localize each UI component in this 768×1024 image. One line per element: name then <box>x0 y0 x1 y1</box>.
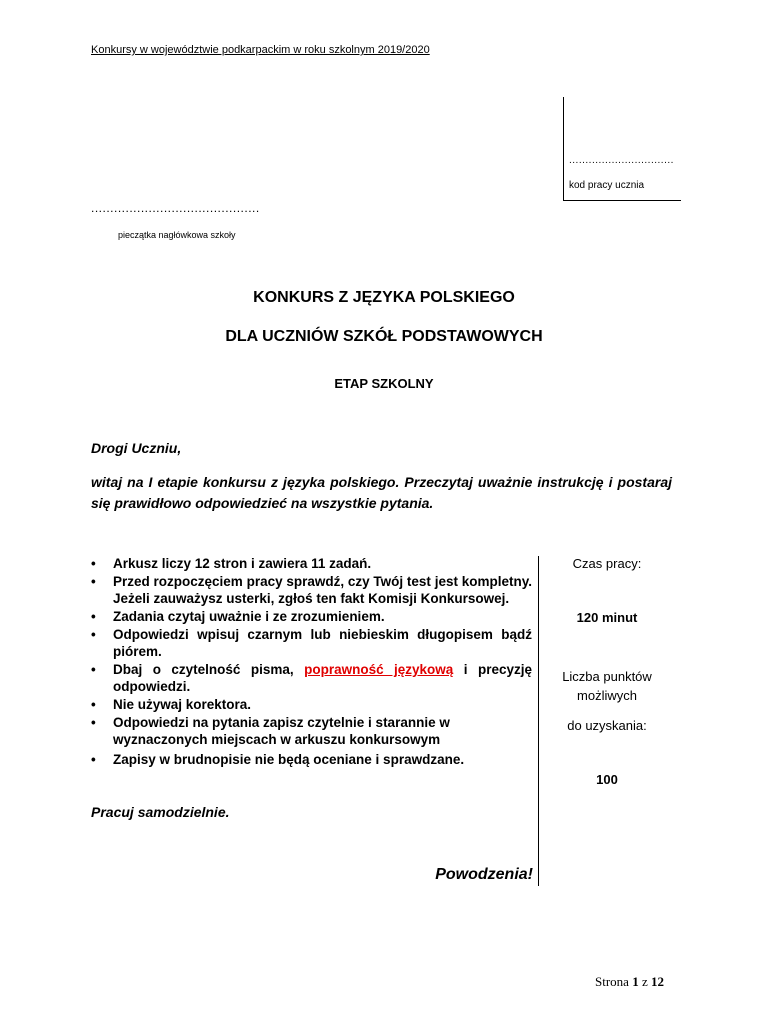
list-item <box>91 696 532 713</box>
rule-text: Arkusz liczy 12 stron i zawiera 11 zadań. <box>113 556 372 571</box>
points-label-2: możliwych <box>577 688 637 703</box>
list-item <box>91 555 532 572</box>
points-value: 100 <box>596 772 618 787</box>
rule-text: Odpowiedzi na pytania zapisz czytelnie i starannie w wyznaczonych miejscach w arkuszu konkursowym <box>113 715 450 747</box>
student-code-label: kod pracy ucznia <box>569 180 645 191</box>
rule-highlight: poprawność językową <box>304 662 454 677</box>
current-page: 1 <box>632 974 639 989</box>
list-item <box>91 714 532 748</box>
points-label-3: do uzyskania: <box>567 718 647 733</box>
list-item <box>91 608 532 625</box>
work-alone-note: Pracuj samodzielnie. <box>91 804 230 820</box>
page-prefix: Strona <box>595 974 633 989</box>
school-stamp-field: ............................................ <box>91 201 260 215</box>
bullet-icon: • <box>91 697 96 712</box>
bullet-icon: • <box>91 627 96 642</box>
rule-text: Dbaj o czytelność pisma, <box>113 662 305 677</box>
total-pages: 12 <box>650 974 664 989</box>
bullet-icon: • <box>91 574 96 589</box>
greeting: Drogi Uczniu, <box>91 440 182 456</box>
bullet-icon: • <box>91 662 96 677</box>
rule-text: Przed rozpoczęciem pracy sprawdź, czy Twój test jest kompletny. Jeżeli zauważysz usterki, zgłoś ten fakt Komisji Konkursowej. <box>113 574 532 606</box>
competition-header: Konkursy w województwie podkarpackim w roku szkolnym 2019/2020 <box>91 44 430 56</box>
school-stamp-label: pieczątka nagłówkowa szkoły <box>118 230 236 240</box>
intro-text: witaj na I etapie konkursu z języka polskiego. Przeczytaj uważnie instrukcję i postaraj się prawidłowo odpowiedzieć na wszystkie pytania. <box>91 474 672 511</box>
list-item <box>91 573 532 607</box>
rule-text: Zapisy w brudnopisie nie będą oceniane i sprawdzane. <box>113 752 465 767</box>
page-number <box>595 974 664 990</box>
title-line-2: DLA UCZNIÓW SZKÓŁ PODSTAWOWYCH <box>225 328 543 345</box>
rule-text: Odpowiedzi wpisuj czarnym lub niebieskim długopisem bądź piórem. <box>113 627 532 659</box>
list-item <box>91 751 532 768</box>
instructions-list <box>91 555 532 769</box>
rule-text: i precyzję odpowiedzi. <box>113 662 532 694</box>
bullet-icon: • <box>91 752 96 767</box>
title-line-3: ETAP SZKOLNY <box>334 376 434 391</box>
time-label: Czas pracy: <box>572 556 642 571</box>
student-code-field[interactable]: ................................ <box>569 155 674 166</box>
rule-text: Nie używaj korektora. <box>113 697 252 712</box>
bullet-icon: • <box>91 609 96 624</box>
bullet-icon: • <box>91 556 96 571</box>
time-value: 120 minut <box>576 610 638 625</box>
list-item <box>91 661 532 695</box>
bullet-icon: • <box>91 715 96 730</box>
good-luck: Powodzenia! <box>435 866 533 883</box>
points-label-1: Liczba punktów <box>562 669 652 684</box>
title-line-1: KONKURS Z JĘZYKA POLSKIEGO <box>253 289 515 306</box>
page-mid: z <box>638 974 651 989</box>
rule-text: Zadania czytaj uważnie i ze zrozumieniem. <box>113 609 385 624</box>
list-item <box>91 626 532 660</box>
column-divider <box>538 556 539 886</box>
